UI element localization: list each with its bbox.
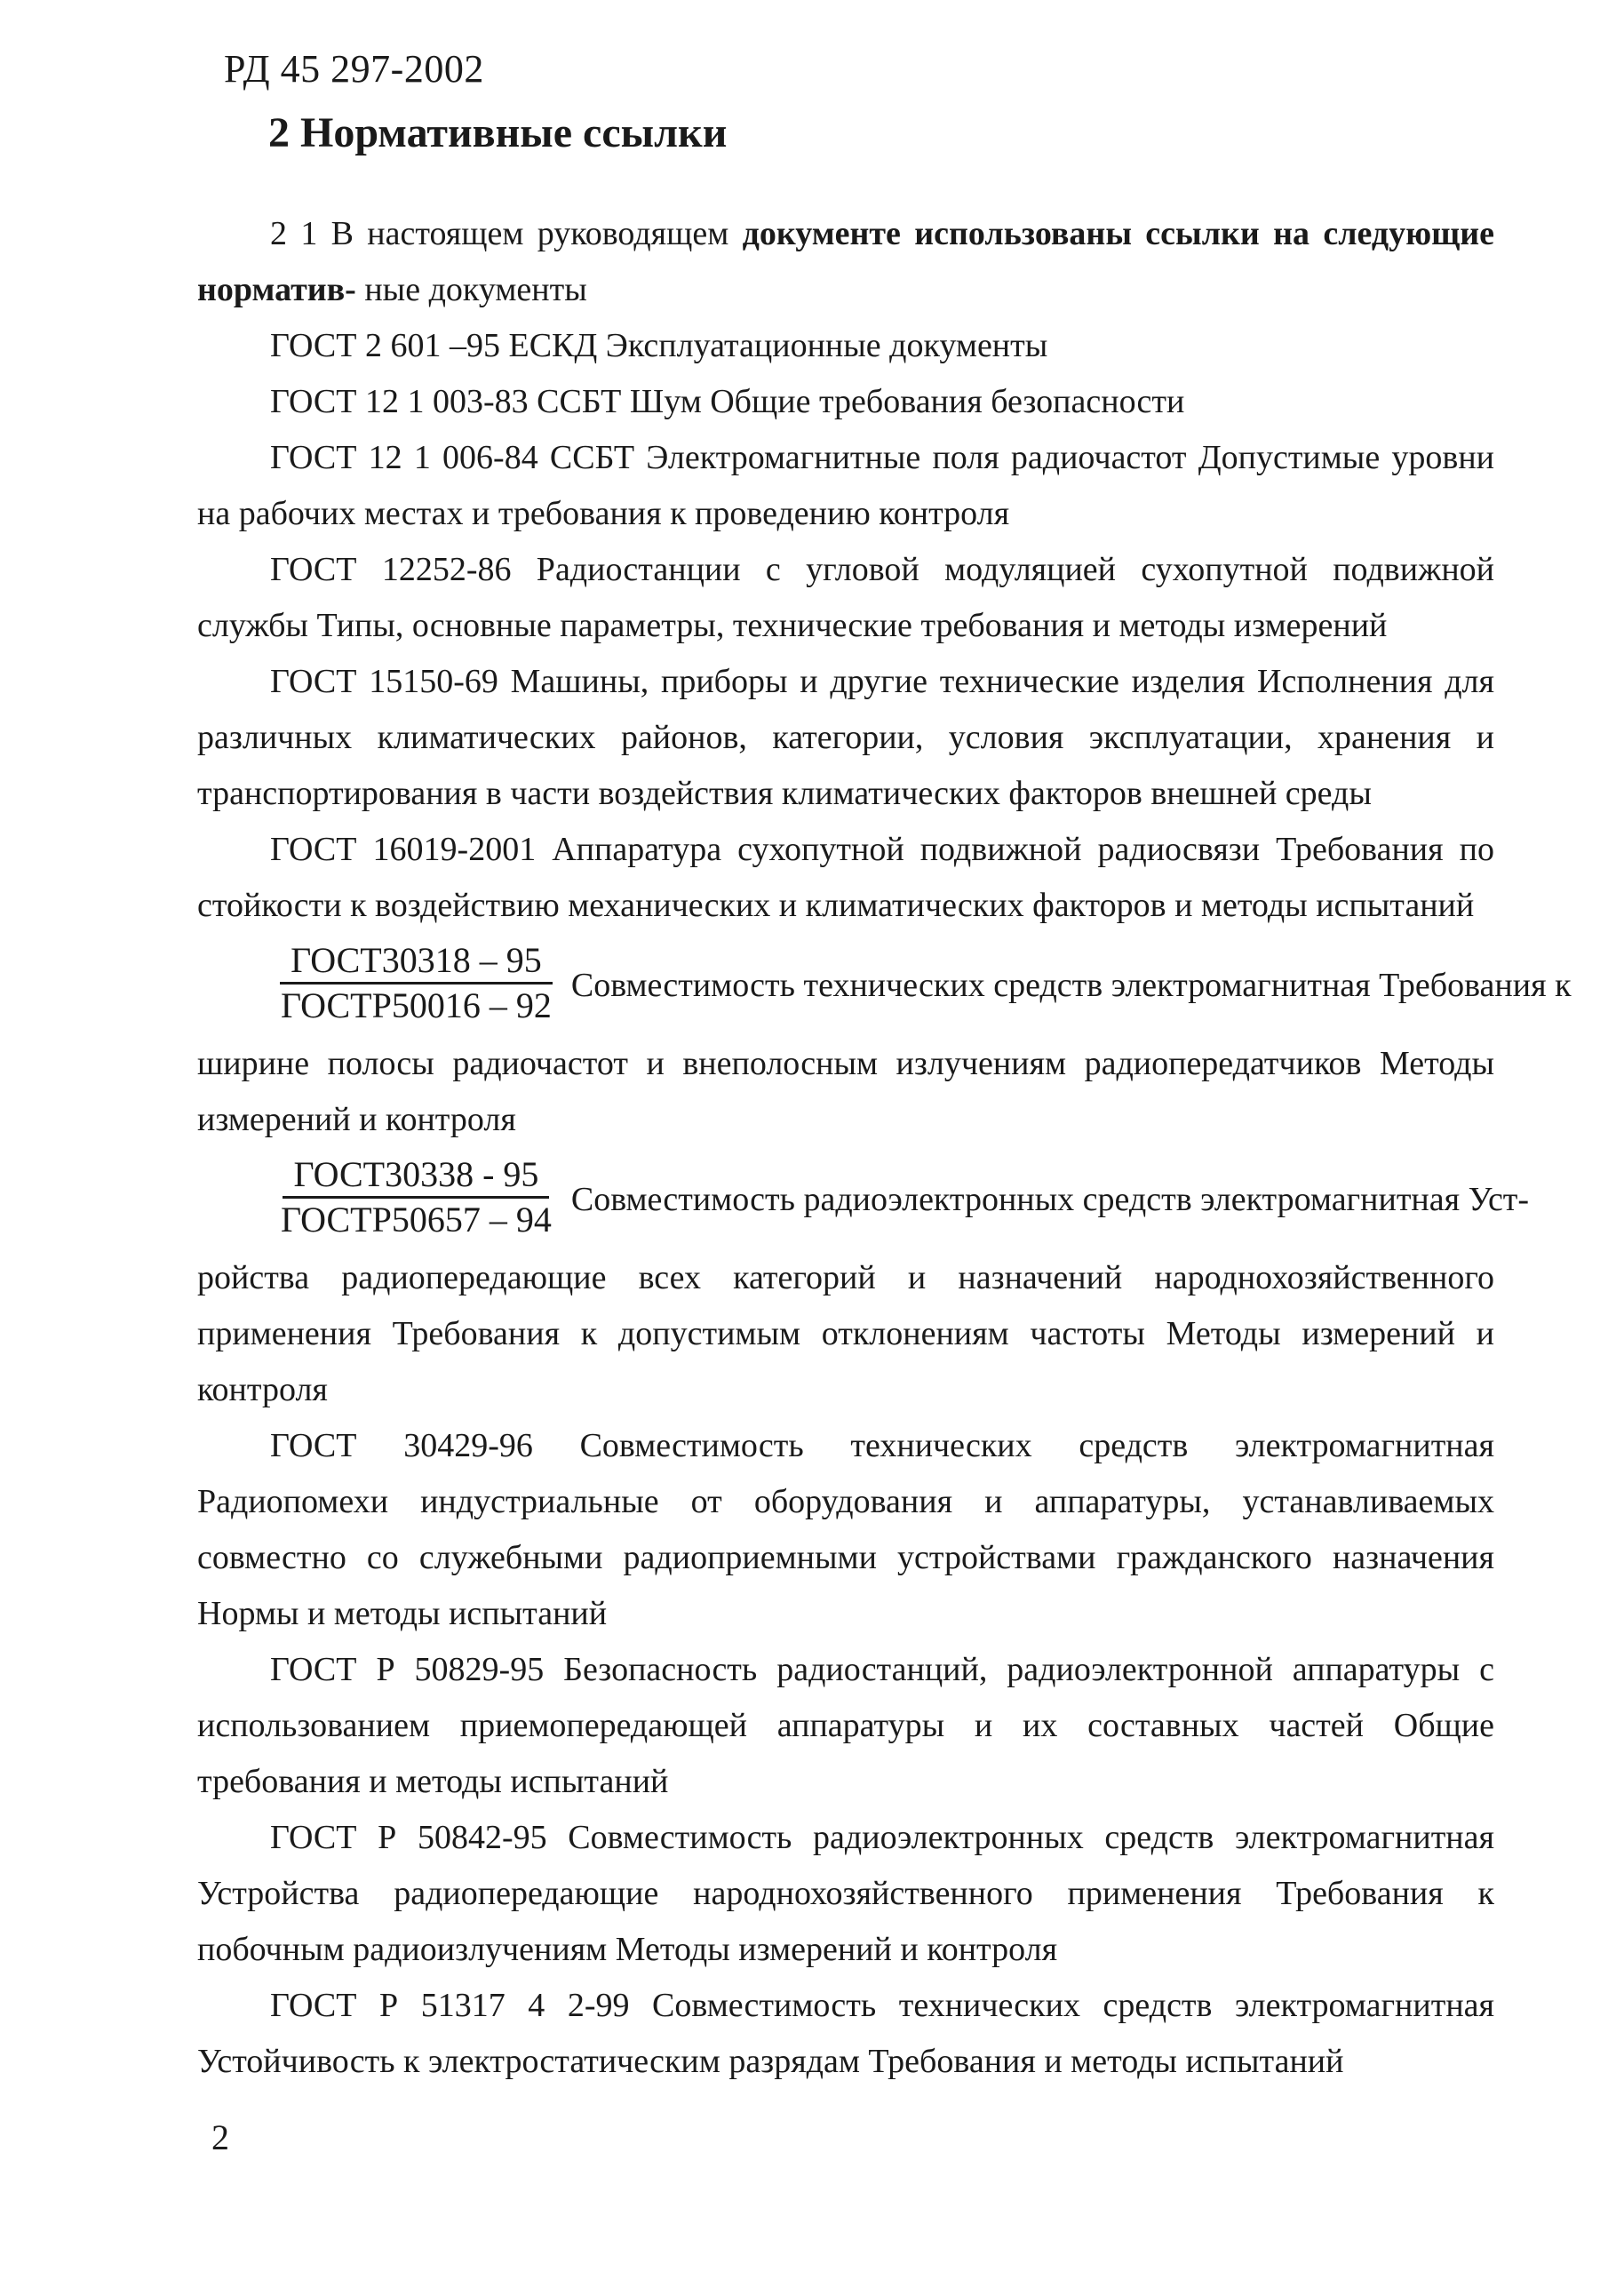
fraction-reference	[197, 939, 1572, 1148]
standard-fraction	[270, 939, 562, 1027]
fraction-title-line: Совместимость технических средств электромагнитная Требования к	[570, 967, 1572, 1004]
intro-suffix: ные документы	[364, 271, 587, 308]
fraction-continuation: ройства радиопередающие всех категорий и назначений народнохозяйственного применения Требования к допустимым отклонениям частоты Методы измерений и контроля	[197, 1259, 1494, 1408]
reference-item: ГОСТ Р 50842-95 Совместимость радиоэлектронных средств электромагнитная Устройства радиопередающие народнохозяйственного применения Требования к побочным радиоизлучениям Методы измерений и контроля	[197, 1819, 1494, 1968]
document-code: РД 45 297-2002	[224, 47, 484, 91]
fraction-denominator: ГОСТР50657 – 94	[281, 1200, 552, 1240]
reference-item: ГОСТ 12 1 003-83 ССБТ Шум Общие требования безопасности	[270, 383, 1185, 420]
fraction-line	[197, 1153, 1530, 1241]
page-number: 2	[211, 2117, 229, 2157]
section-title: 2 Нормативные ссылки	[268, 109, 728, 156]
intro-prefix: 2 1 В настоящем руководящем	[270, 215, 743, 252]
reference-item: ГОСТ 2 601 –95 ЕСКД Эксплуатационные документы	[270, 327, 1048, 364]
intro-paragraph	[197, 206, 1494, 318]
fraction-numerator: ГОСТ30338 - 95	[283, 1153, 549, 1199]
standard-fraction	[270, 1153, 562, 1241]
reference-item: ГОСТ 12 1 006-84 ССБТ Электромагнитные поля радиочастот Допустимые уровни на рабочих местах и требования к проведению контроля	[197, 439, 1494, 532]
reference-item: ГОСТ 12252-86 Радиостанции с угловой модуляцией сухопутной подвижной службы Типы, основные параметры, технические требования и методы измерений	[197, 551, 1494, 644]
fraction-reference	[197, 1153, 1530, 1418]
reference-item: ГОСТ Р 51317 4 2-99 Совместимость технических средств электромагнитная Устойчивость к электростатическим разрядам Требования и методы испытаний	[197, 1987, 1494, 2080]
reference-item: ГОСТ Р 50829-95 Безопасность радиостанций, радиоэлектронной аппаратуры с использованием приемопередающей аппаратуры и их составных частей Общие требования и методы испытаний	[197, 1651, 1494, 1800]
fraction-numerator: ГОСТ30318 – 95	[280, 939, 553, 985]
fraction-denominator: ГОСТР50016 – 92	[281, 985, 552, 1025]
fraction-title-line: Совместимость радиоэлектронных средств электромагнитная Уст-	[570, 1181, 1530, 1218]
body-text	[197, 206, 1572, 2090]
intro-bold: документе использованы ссылки на следующие норматив-	[197, 215, 1494, 308]
reference-item: ГОСТ 30429-96 Совместимость технических средств электромагнитная Радиопомехи индустриальные от оборудования и аппаратуры, устанавливаемых совместно со служебными радиоприемными устройствами гражданского назначения Нормы и методы испытаний	[197, 1427, 1494, 1632]
reference-item: ГОСТ 16019-2001 Аппаратура сухопутной подвижной радиосвязи Требования по стойкости к воздействию механических и климатических факторов и методы испытаний	[197, 831, 1494, 924]
fraction-continuation: ширине полосы радиочастот и внеполосным излучениям радиопередатчиков Методы измерений и контроля	[197, 1045, 1494, 1138]
fraction-line	[197, 939, 1572, 1027]
reference-item: ГОСТ 15150-69 Машины, приборы и другие технические изделия Исполнения для различных климатических районов, категории, условия эксплуатации, хранения и транспортирования в части воздействия климатических факторов внешней среды	[197, 663, 1494, 812]
